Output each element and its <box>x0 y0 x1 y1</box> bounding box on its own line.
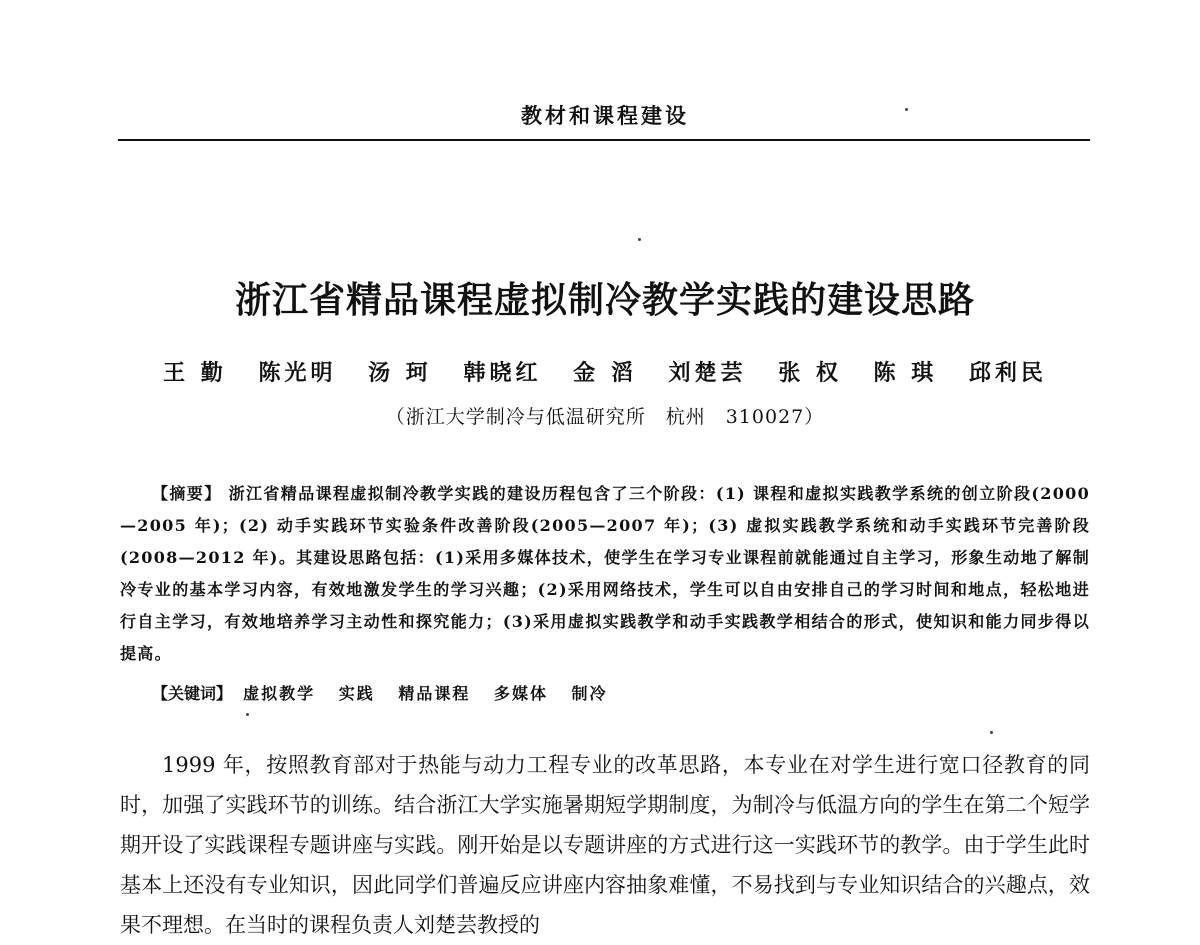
keyword: 多媒体 <box>493 684 548 703</box>
affiliation: （浙江大学制冷与低温研究所 杭州 310027） <box>385 406 825 428</box>
section-header: 教材和课程建设 <box>521 103 689 128</box>
header-rule <box>118 139 1090 141</box>
author: 陈 琪 <box>873 360 938 386</box>
author: 刘楚芸 <box>668 360 747 386</box>
author: 邱利民 <box>968 360 1047 386</box>
scan-speck <box>246 713 249 716</box>
abstract <box>120 478 1090 670</box>
author: 陈光明 <box>258 360 337 386</box>
keywords <box>152 681 1090 704</box>
keyword: 制冷 <box>571 684 608 703</box>
abstract-label: 【摘要】 <box>152 484 222 503</box>
scan-speck <box>990 731 993 734</box>
paper-title: 浙江省精品课程虚拟制冷教学实践的建设思路 <box>234 280 975 321</box>
author: 韩晓红 <box>463 360 542 386</box>
keyword: 精品课程 <box>398 684 471 703</box>
keyword: 虚拟教学 <box>243 684 316 703</box>
scan-speck <box>638 238 641 241</box>
keywords-label: 【关键词】 <box>152 684 233 703</box>
author: 王 勤 <box>163 360 227 386</box>
abstract-text: 浙江省精品课程虚拟制冷教学实践的建设历程包含了三个阶段：(1) 课程和虚拟实践教学系统的创立阶段(2000—2005 年)；(2) 动手实践环节实验条件改善阶段(2005—2007 年)；(3) 虚拟实践教学系统和动手实践环节完善阶段(2008—2012 年)。其建设思路包括：(1)采用多媒体技术，使学生在学习专业课程前就能通过自主学习，形象生动地了解制冷专业的基本学习内容，有效地激发学生的学习兴趣；(2)采用网络技术，学生可以自由安排自己的学习时间和地点，轻松地进行自主学习，有效地培养学习主动性和探究能力；(3)采用虚拟实践教学和动手实践教学相结合的形式，使知识和能力同步得以提高。 <box>120 484 1090 663</box>
author-list <box>140 356 1070 387</box>
author: 汤 珂 <box>368 360 432 386</box>
author: 张 权 <box>778 360 842 386</box>
keyword: 实践 <box>338 684 375 703</box>
author: 金 滔 <box>573 360 637 386</box>
body-paragraph: 1999 年，按照教育部对于热能与动力工程专业的改革思路，本专业在对学生进行宽口径教育的同时，加强了实践环节的训练。结合浙江大学实施暑期短学期制度，为制冷与低温方向的学生在第二个短学期开设了实践课程专题讲座与实践。刚开始是以专题讲座的方式进行这一实践环节的教学。由于学生此时基本上还没有专业知识，因此同学们普遍反应讲座内容抽象难懂，不易找到与专业知识结合的兴趣点，效果不理想。在当时的课程负责人刘楚芸教授的 <box>120 753 1090 937</box>
scan-speck <box>905 108 908 111</box>
